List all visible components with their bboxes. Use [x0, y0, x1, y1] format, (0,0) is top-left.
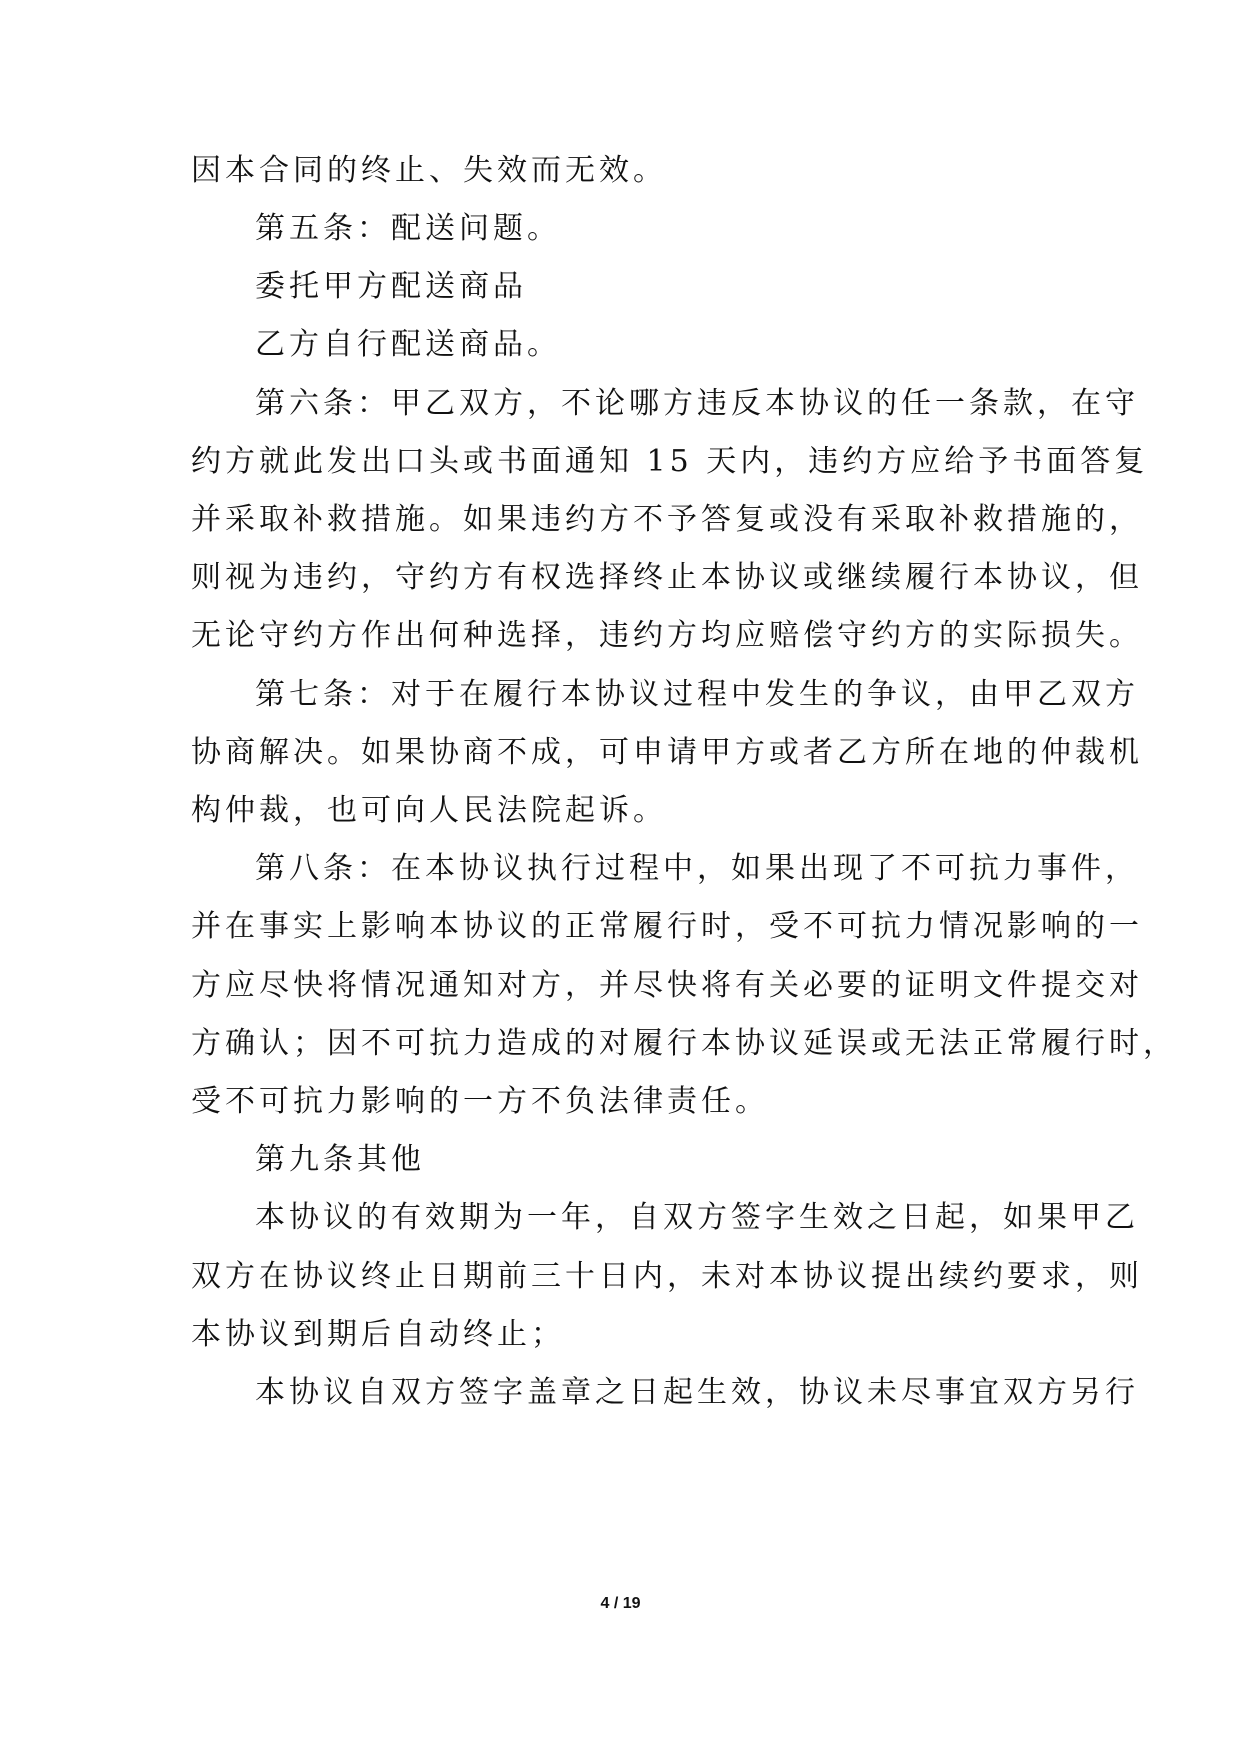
text-line: 构仲裁，也可向人民法院起诉。 — [191, 793, 667, 828]
text-line: 受不可抗力影响的一方不负法律责任。 — [191, 1084, 769, 1119]
text-line: 并在事实上影响本协议的正常履行时，受不可抗力情况影响的一 — [191, 909, 1143, 944]
text-line: 并采取补救措施。如果违约方不予答复或没有采取补救措施的， — [191, 502, 1143, 537]
text-line: 本协议到期后自动终止； — [191, 1317, 565, 1352]
text-line: 协商解决。如果协商不成，可申请甲方或者乙方所在地的仲裁机 — [191, 735, 1143, 770]
page-number: 4 / 19 — [600, 1595, 641, 1612]
text-line: 委托甲方配送商品 — [255, 269, 527, 304]
clause-6-line: 第六条：甲乙双方，不论哪方违反本协议的任一条款，在守 — [255, 386, 1139, 421]
text-line: 本协议的有效期为一年，自双方签字生效之日起，如果甲乙 — [255, 1200, 1139, 1235]
text-line: 因本合同的终止、失效而无效。 — [191, 153, 667, 188]
text-line: 本协议自双方签字盖章之日起生效，协议未尽事宜双方另行 — [255, 1375, 1139, 1410]
text-line: 约方就此发出口头或书面通知 15 天内，违约方应给予书面答复 — [191, 444, 1149, 479]
text-line: 双方在协议终止日期前三十日内，未对本协议提出续约要求，则 — [191, 1259, 1143, 1294]
text-line: 无论守约方作出何种选择，违约方均应赔偿守约方的实际损失。 — [191, 618, 1143, 653]
text-line: 方应尽快将情况通知对方，并尽快将有关必要的证明文件提交对 — [191, 968, 1143, 1003]
clause-5-heading: 第五条：配送问题。 — [255, 211, 561, 246]
clause-7-line: 第七条：对于在履行本协议过程中发生的争议，由甲乙双方 — [255, 677, 1139, 712]
clause-9-heading: 第九条其他 — [255, 1142, 425, 1177]
text-line: 则视为违约，守约方有权选择终止本协议或继续履行本协议，但 — [191, 560, 1143, 595]
text-line: 乙方自行配送商品。 — [255, 327, 561, 362]
clause-8-line: 第八条：在本协议执行过程中，如果出现了不可抗力事件， — [255, 851, 1139, 886]
text-line: 方确认；因不可抗力造成的对履行本协议延误或无法正常履行时， — [191, 1026, 1177, 1061]
